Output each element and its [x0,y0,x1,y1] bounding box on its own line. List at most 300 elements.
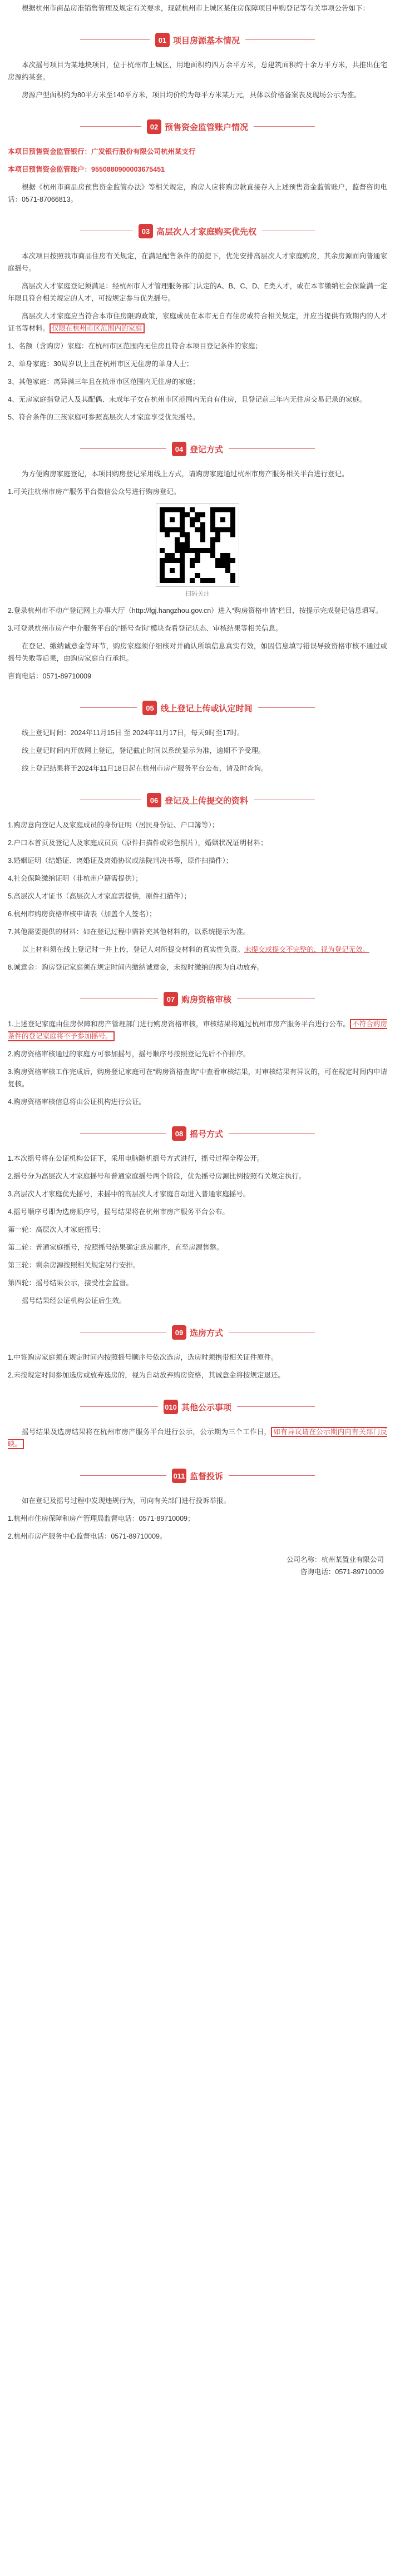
qr-module [170,558,175,563]
qr-module [160,512,165,517]
qr-module [205,548,210,553]
qr-module [220,512,225,517]
qr-module [195,517,200,522]
qr-module [225,522,230,527]
qr-module [190,537,195,542]
highlighted-text: 如有异议请在公示期内向有关部门反映。 [8,1428,387,1448]
qr-module [215,553,220,558]
qr-caption: 扫码关注 [185,591,210,597]
qr-module [195,548,200,553]
qr-module [185,527,190,532]
qr-module [195,573,200,578]
paragraph: 高层次人才家庭登记须满足：经杭州市人才管理服务部门认定的A、B、C、D、E类人才，或在本市缴纳社会保险满一定年限且符合相关规定的人才，可按规定参与优先摇号。 [8,282,387,302]
qr-module [165,563,170,568]
qr-module [205,578,210,583]
qr-module [175,548,180,553]
qr-module [180,532,185,537]
qr-module [230,542,235,547]
section-title: 线上登记上传或认定时间 [160,703,253,713]
paragraph [8,1426,387,1450]
qr-module [185,532,190,537]
list-item: 5.高层次人才证书（高层次人才家庭需提供，原件扫描件）； [8,892,191,900]
section-title: 购房资格审核 [181,995,231,1005]
list-item: 7.其他需要提供的材料：如在登记过程中需补充其他材料的，以系统提示为准。 [8,928,250,936]
qr-module [215,568,220,573]
list-item: 2.摇号分为高层次人才家庭摇号和普通家庭摇号两个阶段，优先摇号房源比例按照有关规定执行。 [8,1172,306,1180]
list-item: 2.杭州市房产服务中心监督电话：0571-89710009。 [8,1532,167,1540]
qr-module [225,512,230,517]
qr-module [180,558,185,563]
list-item: 第一轮：高层次人才家庭摇号； [8,1226,106,1234]
section-header-05 [8,697,387,719]
qr-module [170,527,175,532]
qr-module [225,527,230,532]
list-item: 4、无房家庭指登记人及其配偶、未成年子女在杭州市区范围内无自有住房，且登记前三年内无住房交易记录的家庭。 [8,396,367,403]
qr-code-image[interactable] [156,503,239,587]
qr-module [185,542,190,547]
qr-module [220,542,225,547]
list-item: 第二轮：普通家庭摇号，按照摇号结果确定选房顺序，直至房源售罄。 [8,1244,224,1251]
qr-module [215,517,220,522]
qr-module [210,578,215,583]
qr-module [190,532,195,537]
qr-module [160,558,165,563]
qr-module [220,568,225,573]
footer [8,1554,387,1578]
qr-module [170,548,175,553]
qr-module [165,573,170,578]
section-number-badge: 010 [164,1400,178,1414]
section-number-badge: 04 [172,442,186,456]
qr-module [230,507,235,512]
list-item: 4.摇号顺序号即为选房顺序号，摇号结果将在杭州市房产服务平台公布。 [8,1208,229,1216]
list-item: 1.杭州市住房保障和房产管理局监督电话：0571-89710009； [8,1515,195,1522]
qr-module [170,568,175,573]
qr-module [190,527,195,532]
highlighted-text: 仅限在杭州市区范围内的家庭 [50,323,145,333]
qr-module [205,527,210,532]
qr-module [185,537,190,542]
qr-module [225,507,230,512]
qr-module [175,553,180,558]
list-item: 第三轮：剩余房源按照相关规定另行安排。 [8,1261,140,1269]
section-number-badge: 02 [147,119,161,134]
qr-module [170,563,175,568]
qr-module [165,527,170,532]
qr-module [220,532,225,537]
qr-module [175,578,180,583]
qr-module [195,522,200,527]
qr-module [200,558,205,563]
qr-module [230,517,235,522]
qr-module [220,527,225,532]
qr-module [230,532,235,537]
qr-module [200,563,205,568]
qr-module [200,527,205,532]
qr-module [195,537,200,542]
section-title: 项目房源基本情况 [172,36,240,46]
qr-module [160,548,165,553]
paragraph-text: 摇号结果及选房结果将在杭州市房产服务平台进行公示，公示期为三个工作日， [22,1428,271,1436]
footer-company: 公司名称：杭州某置业有限公司 [286,1556,384,1564]
qr-module [170,517,175,522]
qr-module [180,548,185,553]
qr-module [225,568,230,573]
section-number-badge: 09 [172,1325,186,1340]
qr-module [190,578,195,583]
qr-module [205,573,210,578]
qr-module [190,563,195,568]
qr-module [220,517,225,522]
qr-module [210,507,215,512]
section-title: 登记方式 [189,445,223,455]
paragraph: 根据《杭州市商品房预售资金监管办法》等相关规定，购房人应将购房款直接存入上述预售资金监管账户，监督咨询电话：0571-87066813。 [8,183,387,203]
qr-module [230,558,235,563]
qr-module [230,522,235,527]
section-header-010 [8,1396,387,1418]
section-header-07 [8,988,387,1010]
qr-module [210,548,215,553]
qr-module [180,563,185,568]
paragraph: 线上登记结果将于2024年11月18日起在杭州市房产服务平台公布，请及时查询。 [22,765,268,772]
qr-module [180,522,185,527]
qr-module [170,522,175,527]
qr-module [190,517,195,522]
qr-module [220,573,225,578]
list-item: 4.社会保险缴纳证明（非杭州户籍需提供）； [8,875,142,882]
qr-module [195,563,200,568]
qr-module [230,553,235,558]
qr-module [215,537,220,542]
qr-module [165,532,170,537]
list-item: 1.中签购房家庭须在规定时间内按照摇号顺序号依次选房，选房时须携带相关证件原件。 [8,1354,278,1361]
paragraph: 本次摇号项目为某地块项目，位于杭州市上城区，用地面积约四万余平方米，总建筑面积约十余万平方米，共推出住宅房源约某套。 [8,61,387,81]
qr-module [175,527,180,532]
qr-module [180,578,185,583]
qr-module [215,522,220,527]
qr-module [200,532,205,537]
section-title: 选房方式 [189,1328,223,1338]
intro-paragraph: 根据杭州市商品房准销售管理及规定有关要求，现就杭州市上城区某住房保障项目申购登记等有关事项公告如下： [22,4,370,12]
qr-module [205,532,210,537]
list-item: 6.杭州市购房资格审核申请表（加盖个人签名）； [8,910,156,918]
section-title: 预售资金监管账户情况 [164,122,248,132]
qr-module [200,573,205,578]
list-item: 3.可登录杭州市房产中介服务平台的“摇号查询”模块查看登记状态、审核结果等相关信息。 [8,625,283,632]
qr-module [205,563,210,568]
qr-module [165,548,170,553]
qr-module [205,553,210,558]
paragraph: 房源户型面积约为80平方米至140平方米，项目均价约为每平方米某万元，具体以价格备案表及现场公示为准。 [22,91,361,99]
qr-module [195,542,200,547]
qr-module [185,578,190,583]
qr-module [170,553,175,558]
qr-module [180,542,185,547]
qr-module [160,517,165,522]
qr-code-block [8,503,387,598]
list-item [8,1018,387,1042]
qr-module [190,522,195,527]
qr-module [205,558,210,563]
section-header-08 [8,1122,387,1145]
qr-module [215,542,220,547]
qr-module [210,553,215,558]
qr-module [165,578,170,583]
qr-module [215,507,220,512]
qr-module [170,542,175,547]
list-item: 2.购房资格审核通过的家庭方可参加摇号，摇号顺序号按照登记先后不作排序。 [8,1050,250,1058]
qr-module [175,563,180,568]
qr-module [175,517,180,522]
qr-module [230,527,235,532]
section-title: 高层次人才家庭购买优先权 [156,227,256,237]
qr-module [160,563,165,568]
qr-module [200,542,205,547]
qr-module [195,558,200,563]
qr-module [190,558,195,563]
qr-module [170,537,175,542]
section-header-03 [8,220,387,242]
list-item: 1、名额（含购房）家庭：在杭州市区范围内无住房且符合本项目登记条件的家庭； [8,342,262,350]
qr-module [210,542,215,547]
qr-module [225,537,230,542]
qr-module [170,512,175,517]
highlighted-text: 不符合购房条件的登记家庭将不予参加摇号。 [8,1020,387,1040]
qr-module [225,542,230,547]
qr-module [200,578,205,583]
qr-module [230,512,235,517]
paragraph-text: 1.上述登记家庭由住房保障和房产管理部门进行购房资格审核，审核结果将通过杭州市房产服务平台进行公布。 [8,1020,350,1028]
qr-module [210,522,215,527]
qr-module [190,507,195,512]
qr-module [180,553,185,558]
qr-module [205,507,210,512]
qr-module [190,553,195,558]
qr-module [180,512,185,517]
paragraph: 在登记、缴纳诚意金等环节，购房家庭须仔细核对并确认所填信息真实有效，如因信息填写错误导致资格审核不通过或摇号失败等后果，由购房家庭自行承担。 [8,642,387,662]
qr-module [215,573,220,578]
qr-module [190,548,195,553]
qr-module [160,527,165,532]
qr-module [165,537,170,542]
qr-module [160,542,165,547]
qr-module [210,563,215,568]
qr-module [220,578,225,583]
qr-module [200,568,205,573]
qr-module [175,573,180,578]
qr-module [175,512,180,517]
paragraph: 如在登记及摇号过程中发现违规行为，可向有关部门进行投诉举报。 [22,1497,231,1505]
qr-module [205,568,210,573]
list-item: 2.登录杭州市不动产登记网上办事大厅（http://fgj.hangzhou.gov.cn）进入“购房资格申请”栏目，按提示完成登记信息填写。 [8,607,383,615]
qr-module [220,558,225,563]
paragraph: 线上登记时间内开放网上登记，登记截止时间以系统显示为准，逾期不予受理。 [22,747,265,755]
qr-module [160,507,165,512]
list-item: 4.购房资格审核信息将由公证机构进行公证。 [8,1098,146,1106]
section-title: 其他公示事项 [181,1402,231,1412]
qr-module [210,558,215,563]
qr-module [185,563,190,568]
qr-module [185,507,190,512]
paragraph-text: 高层次人才家庭应当符合本市住房限购政策，家庭成员在本市无自有住房或符合相关规定，并应当提供有效期内的人才证书等材料。 [8,312,387,332]
qr-module [160,568,165,573]
qr-module [225,573,230,578]
qr-module [160,553,165,558]
qr-module [195,532,200,537]
qr-module [215,527,220,532]
qr-module [175,568,180,573]
qr-module [200,507,205,512]
qr-module [185,558,190,563]
qr-module [210,517,215,522]
qr-module [180,573,185,578]
qr-module [230,578,235,583]
qr-module [200,553,205,558]
section-number-badge: 05 [142,701,157,715]
list-item: 3.高层次人才家庭优先摇号，未摇中的高层次人才家庭自动进入普通家庭摇号。 [8,1190,250,1198]
qr-module [210,537,215,542]
footer-contact: 咨询电话：0571-89710009 [300,1568,384,1576]
qr-module [180,568,185,573]
qr-module [215,563,220,568]
qr-module [185,548,190,553]
qr-module [230,537,235,542]
qr-module [210,573,215,578]
qr-module [200,522,205,527]
list-item: 3.婚姻证明（结婚证、离婚证及离婚协议或法院判决书等，原件扫描件）； [8,857,233,865]
paragraph: 线上登记时间：2024年11月15日 至 2024年11月17日，每天9时至17时。 [22,729,244,737]
qr-module [175,558,180,563]
qr-module [215,578,220,583]
qr-module [220,548,225,553]
qr-module [180,537,185,542]
section-title: 监督投诉 [189,1471,223,1481]
qr-module [220,553,225,558]
qr-module [230,563,235,568]
qr-module [205,512,210,517]
qr-module [175,507,180,512]
qr-module [170,578,175,583]
qr-module [160,522,165,527]
list-item: 第四轮：摇号结果公示，接受社会监督。 [8,1279,134,1287]
escrow-bank-line: 本项目预售资金监管银行：广发银行股份有限公司杭州某支行 [8,148,196,156]
qr-module [165,512,170,517]
paragraph: 本次项目按照我市商品住房有关规定，在满足配售条件的前提下，优先安排高层次人才家庭购房，其余房源面向普通家庭摇号。 [8,252,387,272]
paragraph: 摇号结果经公证机构公证后生效。 [22,1297,126,1305]
qr-module [170,573,175,578]
qr-module [220,537,225,542]
contact-phone: 咨询电话：0571-89710009 [8,672,92,680]
qr-module [210,568,215,573]
qr-module [210,532,215,537]
qr-module [180,507,185,512]
qr-module [225,578,230,583]
qr-module [160,532,165,537]
qr-module [185,553,190,558]
section-number-badge: 07 [164,992,178,1006]
qr-module [165,553,170,558]
qr-module [195,568,200,573]
qr-module [225,517,230,522]
qr-module [200,517,205,522]
qr-module [160,573,165,578]
qr-module [200,512,205,517]
list-item: 3、其他家庭：离异满三年且在杭州市区范围内无住房的家庭； [8,378,200,386]
qr-module [205,517,210,522]
section-number-badge: 011 [172,1469,186,1483]
qr-module [225,563,230,568]
qr-module [160,537,165,542]
qr-module [190,568,195,573]
qr-module [220,563,225,568]
qr-module [220,522,225,527]
list-item: 2.未按规定时间参加选房或放弃选房的，视为自动放弃购房资格，其诚意金将按规定退还。 [8,1371,285,1379]
section-number-badge: 03 [139,224,153,238]
section-header-011 [8,1465,387,1487]
paragraph-text: 以上材料须在线上登记时一并上传，登记人对所提交材料的真实性负责。 [22,946,245,953]
qr-module [210,512,215,517]
qr-module [195,512,200,517]
qr-module [205,522,210,527]
list-item: 3.购房资格审核工作完成后，购房登记家庭可在“购房资格查询”中查看审核结果，对审核结果有异议的，可在规定时间内申请复核。 [8,1068,387,1088]
qr-module [225,532,230,537]
qr-module [185,517,190,522]
section-number-badge: 01 [155,33,170,47]
qr-module [230,573,235,578]
qr-module [200,537,205,542]
qr-module [230,568,235,573]
qr-module [185,568,190,573]
qr-module [190,573,195,578]
list-item: 1.可关注杭州市房产服务平台微信公众号进行购房登记。 [8,488,181,496]
qr-module [215,532,220,537]
list-item: 2.户口本首页及登记人及家庭成员页（原件扫描件或彩色照片），婚姻状况证明材料； [8,839,268,847]
qr-module [195,507,200,512]
qr-module [215,548,220,553]
qr-module [185,512,190,517]
qr-module [215,558,220,563]
highlighted-text: 未提交或提交不完整的，视为登记无效。 [244,946,370,953]
section-header-01 [8,29,387,51]
qr-module [175,532,180,537]
qr-module [210,527,215,532]
section-title: 摇号方式 [189,1129,223,1139]
qr-module [220,507,225,512]
qr-module [170,507,175,512]
paragraph [8,310,387,335]
qr-module [160,578,165,583]
qr-module [215,512,220,517]
qr-module [190,512,195,517]
list-item: 5、符合条件的三孩家庭可参照高层次人才家庭享受优先摇号。 [8,413,200,421]
section-header-09 [8,1321,387,1344]
qr-module [165,517,170,522]
qr-module [200,548,205,553]
section-header-02 [8,116,387,138]
qr-module [180,517,185,522]
qr-module [165,568,170,573]
section-header-06 [8,789,387,811]
qr-module [170,532,175,537]
qr-module [175,537,180,542]
qr-module [165,507,170,512]
qr-module [195,527,200,532]
paragraph [8,943,387,956]
qr-module [185,573,190,578]
list-item: 2、单身家庭：30周岁以上且在杭州市区无住房的单身人士； [8,360,194,368]
escrow-account-line: 本项目预售资金监管账户：9550880900003675451 [8,166,165,173]
qr-module [225,558,230,563]
